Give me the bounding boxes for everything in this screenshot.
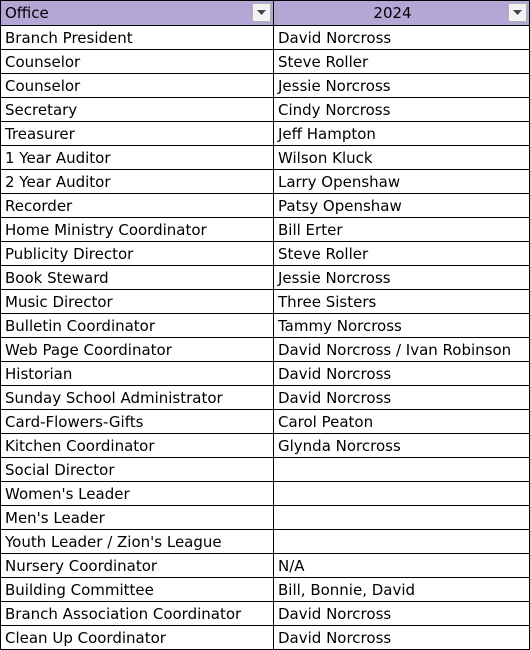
office-cell[interactable]: Home Ministry Coordinator (1, 218, 274, 242)
name-cell[interactable]: Steve Roller (274, 242, 530, 266)
name-cell[interactable]: Cindy Norcross (274, 98, 530, 122)
name-cell[interactable]: David Norcross (274, 602, 530, 626)
office-cell[interactable]: Historian (1, 362, 274, 386)
table-row (1, 242, 530, 266)
header-year-label: 2024 (373, 4, 412, 22)
office-cell[interactable]: Treasurer (1, 122, 274, 146)
name-cell[interactable]: Carol Peaton (274, 410, 530, 434)
table-row (1, 362, 530, 386)
table-row (1, 434, 530, 458)
office-cell[interactable]: Secretary (1, 98, 274, 122)
name-cell[interactable]: Jeff Hampton (274, 122, 530, 146)
name-cell[interactable]: Larry Openshaw (274, 170, 530, 194)
name-cell[interactable] (274, 506, 530, 530)
office-cell[interactable]: Women's Leader (1, 482, 274, 506)
name-cell[interactable]: David Norcross (274, 626, 530, 650)
table-row (1, 506, 530, 530)
table-row (1, 338, 530, 362)
office-cell[interactable]: 1 Year Auditor (1, 146, 274, 170)
table-row (1, 290, 530, 314)
year-filter-dropdown-button[interactable] (508, 3, 527, 22)
table-row (1, 74, 530, 98)
table-row (1, 194, 530, 218)
name-cell[interactable]: Bill Erter (274, 218, 530, 242)
office-cell[interactable]: Nursery Coordinator (1, 554, 274, 578)
table-row (1, 50, 530, 74)
name-cell[interactable]: Jessie Norcross (274, 266, 530, 290)
table-row (1, 122, 530, 146)
name-cell[interactable]: Glynda Norcross (274, 434, 530, 458)
table-row (1, 170, 530, 194)
office-cell[interactable]: Bulletin Coordinator (1, 314, 274, 338)
office-cell[interactable]: Men's Leader (1, 506, 274, 530)
name-cell[interactable]: David Norcross (274, 362, 530, 386)
office-filter-dropdown-button[interactable] (252, 3, 271, 22)
office-cell[interactable]: Book Steward (1, 266, 274, 290)
name-cell[interactable]: Patsy Openshaw (274, 194, 530, 218)
office-cell[interactable]: Counselor (1, 50, 274, 74)
office-cell[interactable]: Youth Leader / Zion's League (1, 530, 274, 554)
table-row (1, 410, 530, 434)
table-row (1, 218, 530, 242)
dropdown-arrow-icon (513, 10, 522, 15)
table-row (1, 578, 530, 602)
table-row (1, 146, 530, 170)
office-cell[interactable]: Recorder (1, 194, 274, 218)
office-cell[interactable]: Web Page Coordinator (1, 338, 274, 362)
name-cell[interactable]: Jessie Norcross (274, 74, 530, 98)
table-row (1, 602, 530, 626)
header-cell-2024[interactable] (274, 1, 530, 26)
table-row (1, 458, 530, 482)
office-cell[interactable]: Counselor (1, 74, 274, 98)
office-cell[interactable]: 2 Year Auditor (1, 170, 274, 194)
header-cell-office[interactable] (1, 1, 274, 26)
name-cell[interactable] (274, 482, 530, 506)
name-cell[interactable]: David Norcross (274, 386, 530, 410)
header-row (1, 1, 530, 26)
table-row (1, 98, 530, 122)
table-row (1, 386, 530, 410)
name-cell[interactable]: Wilson Kluck (274, 146, 530, 170)
name-cell[interactable] (274, 530, 530, 554)
table-body (1, 26, 530, 650)
office-cell[interactable]: Card-Flowers-Gifts (1, 410, 274, 434)
header-office-label: Office (5, 4, 49, 22)
name-cell[interactable]: Tammy Norcross (274, 314, 530, 338)
name-cell[interactable]: N/A (274, 554, 530, 578)
office-cell[interactable]: Kitchen Coordinator (1, 434, 274, 458)
office-cell[interactable]: Social Director (1, 458, 274, 482)
table-row (1, 482, 530, 506)
name-cell[interactable]: Bill, Bonnie, David (274, 578, 530, 602)
office-cell[interactable]: Publicity Director (1, 242, 274, 266)
office-cell[interactable]: Branch Association Coordinator (1, 602, 274, 626)
office-cell[interactable]: Sunday School Administrator (1, 386, 274, 410)
office-cell[interactable]: Music Director (1, 290, 274, 314)
table-row (1, 266, 530, 290)
name-cell[interactable]: Three Sisters (274, 290, 530, 314)
table-row (1, 626, 530, 650)
table-row (1, 26, 530, 50)
table-row (1, 554, 530, 578)
name-cell[interactable]: Steve Roller (274, 50, 530, 74)
table-row (1, 530, 530, 554)
office-cell[interactable]: Building Committee (1, 578, 274, 602)
office-cell[interactable]: Clean Up Coordinator (1, 626, 274, 650)
name-cell[interactable] (274, 458, 530, 482)
name-cell[interactable]: David Norcross / Ivan Robinson (274, 338, 530, 362)
table-row (1, 314, 530, 338)
office-cell[interactable]: Branch President (1, 26, 274, 50)
dropdown-arrow-icon (257, 10, 266, 15)
name-cell[interactable]: David Norcross (274, 26, 530, 50)
